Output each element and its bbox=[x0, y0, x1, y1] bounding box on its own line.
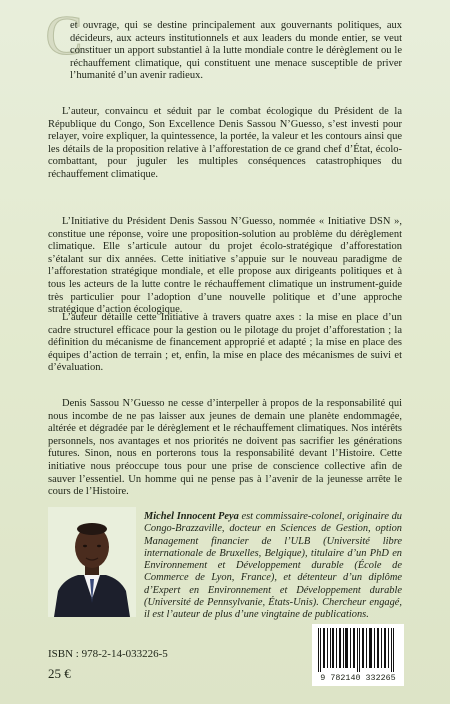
author-bio-text: est commissaire-colonel, originaire du Congo-Brazzaville, docteur en Sciences de Gestion, option Management financier de l’ULB (Université libre internationale de Bruxelles, Belgique), titulaire d’un PhD en Environnement et Développement durable (École de Commerce de Lyon, France), et détenteur d’un diplôme d’Expert en Environnement et Développement durable (Université de Pennsylvanie, États-Unis). Chercheur engagé, il est l’auteur de plus d’une vingtaine de publications. bbox=[144, 511, 402, 621]
isbn: ISBN : 978-2-14-033226-5 bbox=[48, 648, 168, 660]
price: 25 € bbox=[48, 666, 71, 681]
paragraph-author-motivation: L’auteur, convaincu et séduit par le combat écologique du Président de la République du Congo, Son Excellence Denis Sassou N’Guesso, s’est investi pour relayer, voire expliquer, la quintessence, la portée, la valeur et les contours ainsi que les détails de la proposition relative à l’afforestation de ce grand chef d’État, écolo-combattant, pour juguler les multiples conséquences catastrophiques du réchauffement climatique. bbox=[48, 106, 402, 180]
author-portrait-icon bbox=[48, 507, 136, 617]
author-name: Michel Innocent Peya bbox=[144, 511, 239, 522]
paragraph-responsibility: Denis Sassou N’Guesso ne cesse d’interpeller à propos de la responsabilité qui nous incombe de ne pas laisser aux jeunes de demain une planète endommagée, altérée et dégradée par le dérèglement et le réchauffement climatiques. Nos intérêts personnels, nos avantages et nos priorités ne doivent pas sacrifier les générations futures. Sinon, nous en porterons tous la responsabilité devant l’Histoire. Cette initiative nous préoccupe tous pour une prise de conscience collective afin de sauver l’essentiel. Un homme qui ne pense pas à l’avenir de la jeunesse arrête le cours de l’Histoire. bbox=[48, 398, 402, 498]
barcode-icon bbox=[312, 624, 404, 674]
dropcap: C bbox=[45, 5, 83, 67]
paragraph-intro bbox=[48, 20, 402, 83]
paragraph-four-axes: L’auteur détaille cette Initiative à travers quatre axes : la mise en place d’un cadre structurel efficace pour la gestion ou le pilotage du projet d’afforestation ; la définition du mécanisme de financement approprié et adapté ; la mise en place des équipes d’action de terrain ; et, enfin, la mise en place des mécanismes de suivi et d’évaluation. bbox=[48, 312, 402, 374]
author-bio bbox=[144, 511, 402, 622]
barcode-number: 9 782140 332265 bbox=[320, 673, 396, 683]
paragraph-intro-text: et ouvrage, qui se destine principalement aux gouvernants politiques, aux décideurs, aux acteurs institutionnels et aux leaders du monde entier, se veut constituer un apport substantiel à la lutte mondiale contre le dérèglement ou le réchauffement climatique, qui constituent une menace susceptible de priver l’humanité d’un avenir radieux. bbox=[70, 20, 402, 82]
paragraph-initiative-dsn: L’Initiative du Président Denis Sassou N’Guesso, nommée « Initiative DSN », constitue une réponse, voire une proposition-solution au problème du dérèglement climatique. Elle s’articule autour du projet écolo-stratégique d’afforestation s’étalant sur dix années. Cette initiative s’appuie sur le nouveau paradigme de l’afforestation stratégique mondiale, et elle propose aux dirigeants politiques et à tous les acteurs de la lutte contre le réchauffement climatique un instrument-guide très particulier pour l’adoption d’une nouvelle politique et d’une approche stratégique d’action écologique. bbox=[48, 216, 402, 316]
